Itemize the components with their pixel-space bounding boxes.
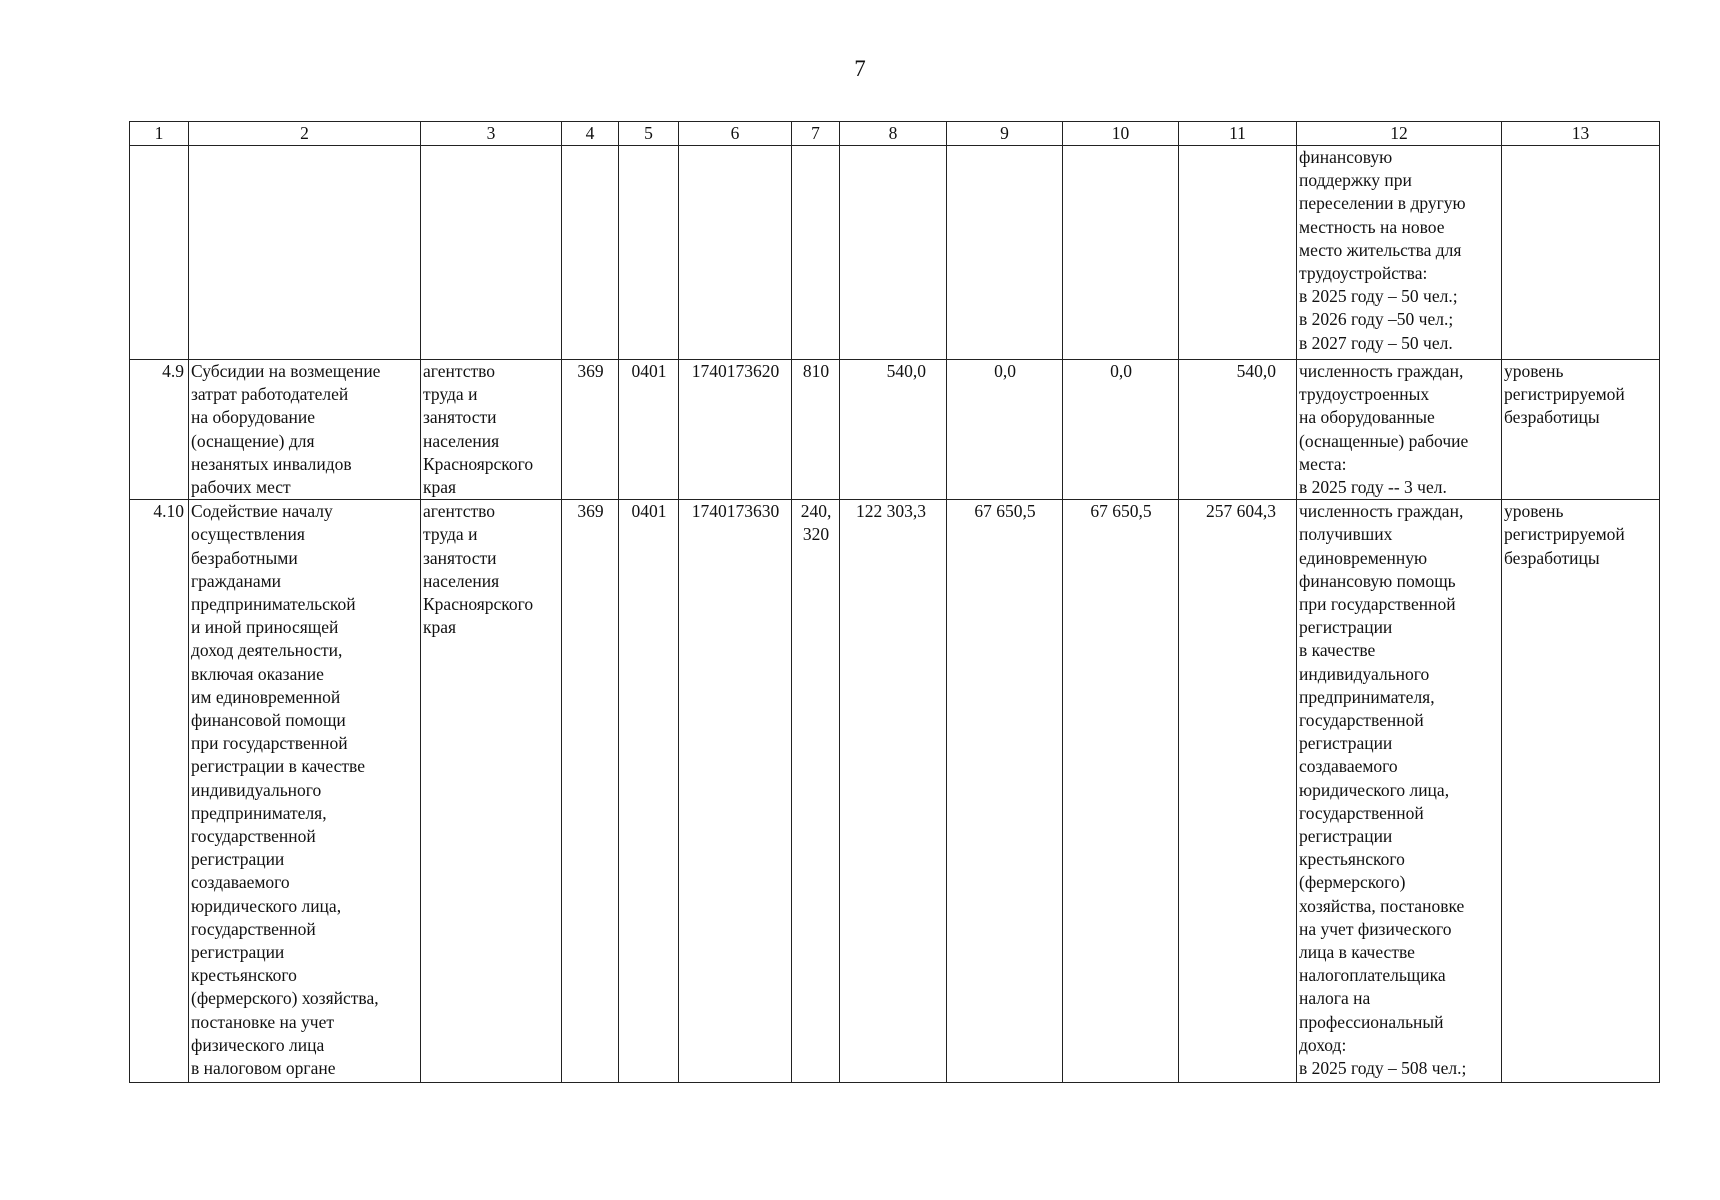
measure-name-cell: Содействие началу осуществления безработными гражданами предпринимательской и иной приносящей доход деятельности, включая оказание им единовременной финансовой помощи при государственной регистрации в качестве индивидуального предпринимателя, государственной регистрации создаваемого юридического лица, государственной регистрации крестьянского (фермерского) хозяйства, постановке на учет физического лица в налоговом органе <box>189 500 421 1083</box>
column-header: 10 <box>1063 122 1179 146</box>
target-article-cell: 1740173620 <box>679 360 792 500</box>
column-header: 12 <box>1297 122 1502 146</box>
indicator-cell <box>1502 146 1660 360</box>
amount-2025-cell: 540,0 <box>840 360 947 500</box>
column-header: 7 <box>792 122 840 146</box>
amount-2025-cell: 122 303,3 <box>840 500 947 1083</box>
program-measures-table <box>129 121 1660 1083</box>
amount-2026-cell: 67 650,5 <box>947 500 1063 1083</box>
page-number: 7 <box>854 56 866 81</box>
amount-2025-cell <box>840 146 947 360</box>
column-header: 3 <box>421 122 562 146</box>
column-header: 9 <box>947 122 1063 146</box>
table-row-4-10 <box>130 500 1660 1083</box>
amount-total-cell: 540,0 <box>1179 360 1297 500</box>
table-row-4-9 <box>130 360 1660 500</box>
amount-2026-cell: 0,0 <box>947 360 1063 500</box>
grbs-code-cell <box>562 146 619 360</box>
measure-name-cell <box>189 146 421 360</box>
target-article-cell <box>679 146 792 360</box>
amount-2027-cell: 0,0 <box>1063 360 1179 500</box>
expected-result-cell: численность граждан, трудоустроенных на оборудованные (оснащенные) рабочие места: в 2025 году -- 3 чел. <box>1297 360 1502 500</box>
grbs-code-cell: 369 <box>562 500 619 1083</box>
column-header: 5 <box>619 122 679 146</box>
measure-name-cell: Субсидии на возмещение затрат работодателей на оборудование (оснащение) для незанятых инвалидов рабочих мест <box>189 360 421 500</box>
column-header: 1 <box>130 122 189 146</box>
section-code-cell: 0401 <box>619 360 679 500</box>
amount-total-cell <box>1179 146 1297 360</box>
column-number-row <box>130 122 1660 146</box>
column-header: 8 <box>840 122 947 146</box>
executor-cell <box>421 146 562 360</box>
indicator-cell: уровень регистрируемой безработицы <box>1502 500 1660 1083</box>
column-header: 13 <box>1502 122 1660 146</box>
executor-cell: агентство труда и занятости населения Красноярского края <box>421 360 562 500</box>
column-header: 11 <box>1179 122 1297 146</box>
amount-2027-cell <box>1063 146 1179 360</box>
grbs-code-cell: 369 <box>562 360 619 500</box>
section-code-cell: 0401 <box>619 500 679 1083</box>
table-row-continuation <box>130 146 1660 360</box>
expense-type-cell <box>792 146 840 360</box>
amount-2027-cell: 67 650,5 <box>1063 500 1179 1083</box>
item-number-cell <box>130 146 189 360</box>
column-header: 6 <box>679 122 792 146</box>
expected-result-cell: численность граждан, получивших единовременную финансовую помощь при государственной регистрации в качестве индивидуального предпринимателя, государственной регистрации создаваемого юридического лица, государственной регистрации крестьянского (фермерского) хозяйства, постановке на учет физического лица в качестве налогоплательщика налога на профессиональный доход: в 2025 году – 508 чел.; <box>1297 500 1502 1083</box>
expected-result-cell: финансовую поддержку при переселении в другую местность на новое место жительства для трудоустройства: в 2025 году – 50 чел.; в 2026 году –50 чел.; в 2027 году – 50 чел. <box>1297 146 1502 360</box>
executor-cell: агентство труда и занятости населения Красноярского края <box>421 500 562 1083</box>
amount-2026-cell <box>947 146 1063 360</box>
indicator-cell: уровень регистрируемой безработицы <box>1502 360 1660 500</box>
column-header: 4 <box>562 122 619 146</box>
section-code-cell <box>619 146 679 360</box>
item-number-cell: 4.10 <box>130 500 189 1083</box>
amount-total-cell: 257 604,3 <box>1179 500 1297 1083</box>
expense-type-cell: 810 <box>792 360 840 500</box>
item-number-cell: 4.9 <box>130 360 189 500</box>
target-article-cell: 1740173630 <box>679 500 792 1083</box>
expense-type-cell: 240, 320 <box>792 500 840 1083</box>
column-header: 2 <box>189 122 421 146</box>
